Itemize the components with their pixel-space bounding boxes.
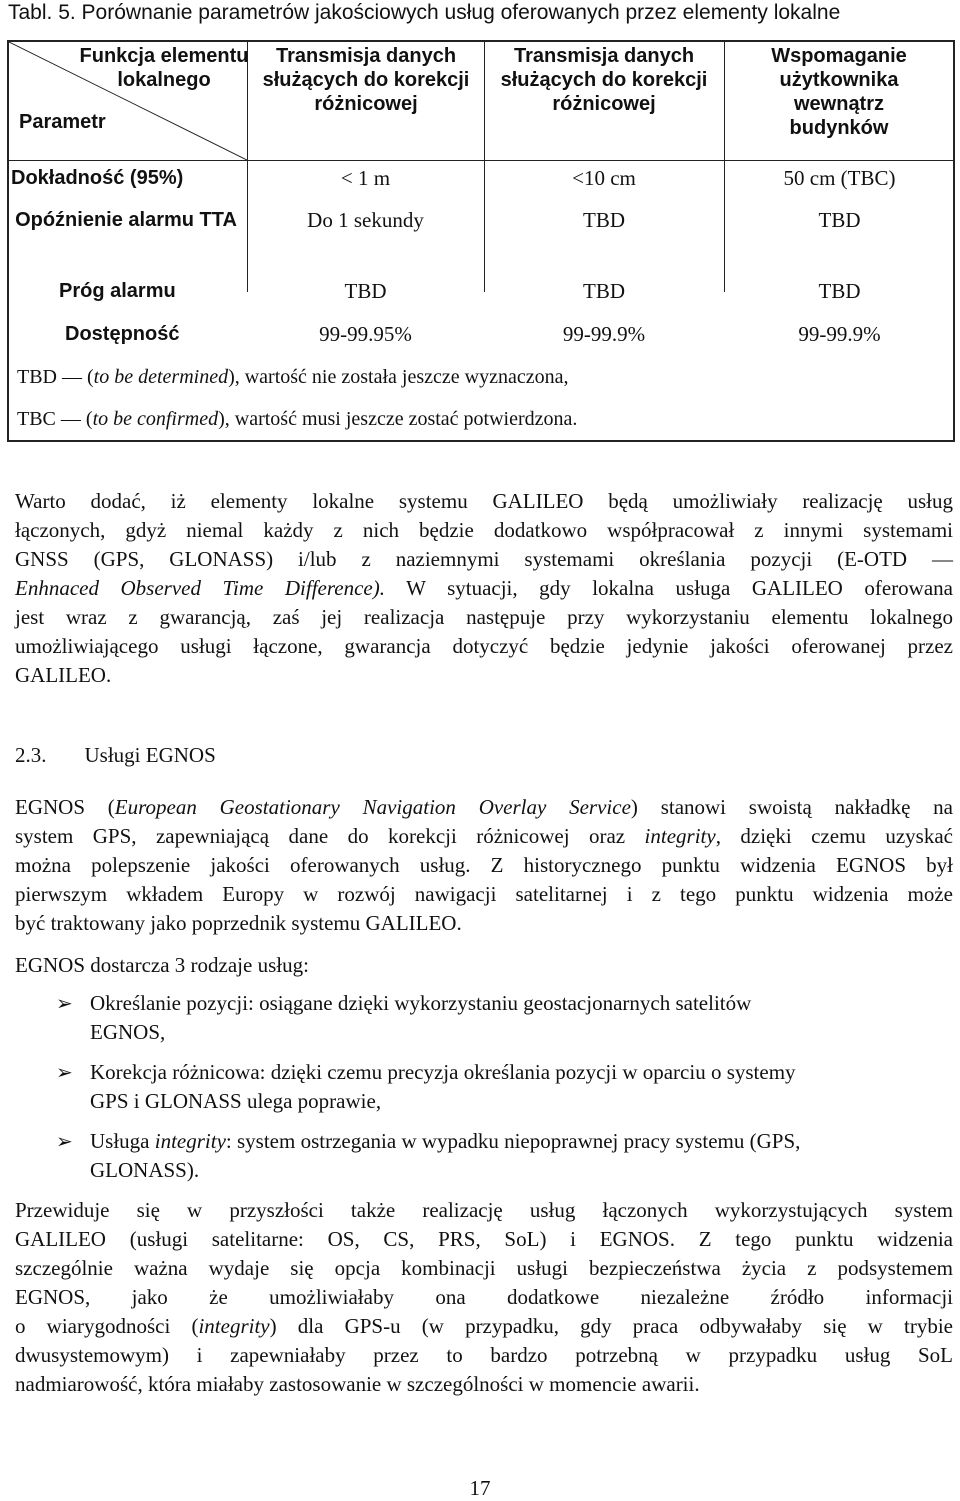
section-number: 2.3. (15, 743, 47, 767)
text-line: o wiarygodności (integrity) dla GPS-u (w przypadku, gdy praca odbywałaby się w trybie (15, 1314, 953, 1338)
section-heading (15, 741, 953, 770)
list-item: GLONASS). (90, 1158, 200, 1182)
corner-header-function: Funkcja elementu lokalnego (79, 45, 249, 91)
paragraph-services-intro: EGNOS dostarcza 3 rodzaje usług: (15, 953, 309, 977)
list-item: Korekcja różnicowa: dzięki czemu precyzja określania pozycji w oparciu o systemy (90, 1060, 796, 1084)
comparison-table (7, 40, 955, 442)
text-line: system GPS, zapewniającą dane do korekcji różnicowej oraz integrity, dzięki czemu uzyskać (15, 824, 953, 848)
column-header-1: Transmisja danych służących do korekcji różnicowej (262, 45, 470, 115)
arrowhead-bullet-icon: ➢ (56, 1129, 73, 1153)
text-line: można polepszenie jakości oferowanych usług. Z historycznego punktu widzenia EGNOS był (15, 853, 953, 877)
row-label-availability: Dostępność (65, 323, 180, 345)
table-cell: TBD (344, 279, 387, 303)
section-title: Usługi EGNOS (84, 743, 216, 767)
list-item: Określanie pozycji: osiągane dzięki wykorzystaniu geostacjonarnych satelitów (90, 991, 752, 1015)
table-note-tbd: TBD — (to be determined), wartość nie została jeszcze wyznaczona, (17, 366, 569, 388)
column-header-3: Wspomaganie użytkownika wewnątrz budynków (771, 45, 907, 139)
row-label-alarm-delay: Opóźnienie alarmu TTA (15, 209, 237, 231)
list-item: EGNOS, (90, 1020, 166, 1044)
table-cell: 99-99.9% (798, 322, 881, 346)
text-line: Enhnaced Observed Time Difference). W sytuacji, gdy lokalna usługa GALILEO oferowana (15, 576, 953, 600)
table-cell: Do 1 sekundy (307, 208, 424, 232)
row-label-alarm-threshold: Próg alarmu (59, 280, 176, 302)
corner-header-parameter: Parametr (19, 111, 106, 133)
table-cell: TBD (583, 279, 625, 303)
table-cell: 99-99.9% (562, 322, 646, 346)
text-line: nadmiarowość, która miałaby zastosowanie w szczególności w momencie awarii. (15, 1372, 700, 1396)
text-line: być traktowany jako poprzednik systemu GALILEO. (15, 911, 462, 935)
column-header-2: Transmisja danych służących do korekcji różnicowej (500, 45, 708, 115)
text-line: dwusystemowym) i zapewniałaby przez to bardzo potrzebną w przypadku usług SoL (15, 1343, 953, 1367)
table-note-tbc: TBC — (to be confirmed), wartość musi jeszcze zostać potwierdzona. (17, 408, 578, 430)
text-line: umożliwiającego usługi łączone, gwarancja dotyczyć będzie jedynie jakości oferowanej przez (15, 634, 953, 658)
row-label-accuracy: Dokładność (95%) (11, 167, 184, 189)
table-cell: < 1 m (340, 166, 391, 190)
page-number: 17 (469, 1476, 491, 1500)
table-cell: 99-99.95% (319, 322, 412, 346)
text-line: Przewiduje się w przyszłości także realizację usług łączonych wykorzystujących system (15, 1198, 953, 1222)
table-cell: TBD (818, 279, 861, 303)
list-item: GPS i GLONASS ulega poprawie, (90, 1089, 382, 1113)
text-line: jest wraz z gwarancją, zaś jej realizacja następuje przy wykorzystaniu elementu lokalnego (15, 605, 953, 629)
table-cell: TBD (583, 208, 625, 232)
arrowhead-bullet-icon: ➢ (56, 991, 73, 1015)
text-line: GALILEO (usługi satelitarne: OS, CS, PRS, SoL) i EGNOS. Z tego punktu widzenia (15, 1227, 953, 1251)
text-line: szczególnie ważna wydaje się opcja kombinacji usługi bezpieczeństwa życia z podsystemem (15, 1256, 953, 1280)
text-line: łączonych, gdyż niemal każdy z nich będzie dodatkowo współpracował z innymi systemami (15, 518, 953, 542)
text-line: pierwszym wkładem Europy w rozwój nawigacji satelitarnej i z tego punktu widzenia może (15, 882, 953, 906)
table-cell: 50 cm (TBC) (783, 166, 896, 190)
list-item: Usługa integrity: system ostrzegania w wypadku niepoprawnej pracy systemu (GPS, (90, 1129, 801, 1153)
table-caption: Tabl. 5. Porównanie parametrów jakościowych usług oferowanych przez elementy lokalne (8, 1, 841, 24)
text-line: GNSS (GPS, GLONASS) i/lub z naziemnymi systemami określania pozycji (E-OTD — (15, 547, 953, 571)
text-line: Warto dodać, iż elementy lokalne systemu GALILEO będą umożliwiały realizację usług (15, 489, 953, 513)
table-cell: <10 cm (572, 166, 636, 190)
table-cell: TBD (818, 208, 861, 232)
text-line: EGNOS (European Geostationary Navigation Overlay Service) stanowi swoistą nakładkę na (15, 795, 953, 819)
text-line: EGNOS, jako że umożliwiałaby ona dodatkowe niezależne źródło informacji (15, 1285, 953, 1309)
text-line: GALILEO. (15, 663, 112, 687)
arrowhead-bullet-icon: ➢ (56, 1060, 73, 1084)
